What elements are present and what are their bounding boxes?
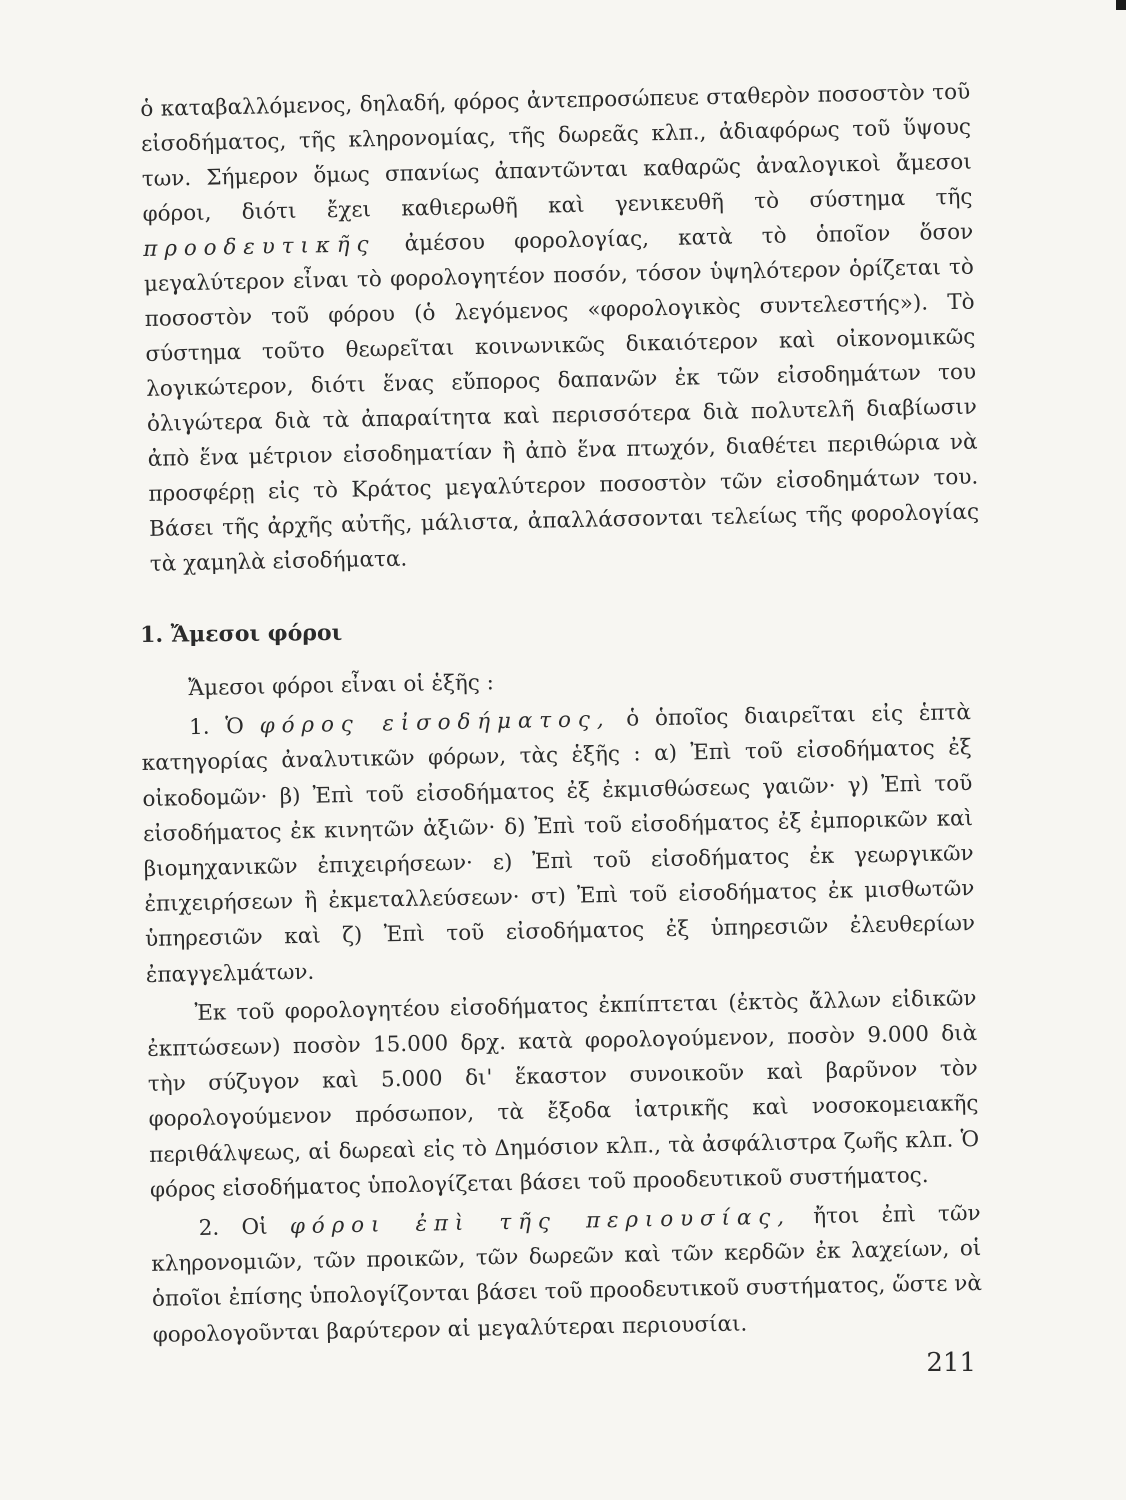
section-heading: 1. Ἄμεσοι φόροι xyxy=(140,619,343,648)
opening-paragraph-continuation: ἀμέσου φορολογίας, κατὰ τὸ ὁποῖον ὅσον μεγαλύτερον εἶναι τὸ φορολογητέον ποσόν, τόσον ὑψηλότερον ὁρίζεται τὸ ποσοστὸν τοῦ φόρου (ὁ λεγόμενος «φορολογικὸς συντελεστής»). Τὸ σύστημα τοῦτο θεωρεῖται κοινωνικῶς δικαιότερον καὶ οἰκονομικῶς λογικώτερον, διότι ἕνας εὔπορος δαπανῶν ἐκ τῶν εἰσοδημάτων του ὀλιγώτερα διὰ τὰ ἀπαραίτητα καὶ περισσότερα διὰ πολυτελῆ διαβίωσιν ἀπὸ ἕνα μέτριον εἰσοδηματίαν ἢ ἀπὸ ἕνα πτωχόν, διαθέτει περιθώρια νὰ προσφέρῃ εἰς τὸ Κράτος μεγαλύτερον ποσοστὸν τῶν εἰσοδημάτων του. Βάσει τῆς ἀρχῆς αὐτῆς, μάλιστα, ἀπαλλάσσονται τελείως τῆς φορολογίας τὰ χαμηλὰ εἰσοδήματα. xyxy=(143,219,980,577)
section-body xyxy=(140,656,983,1353)
item-1-text: ὁ ὁποῖος διαιρεῖται εἰς ἑπτὰ κατηγορίας ἀναλυτικῶν φόρων, τὰς ἑξῆς : α) Ἐπὶ τοῦ εἰσοδήματος ἐξ οἰκοδομῶν· β) Ἐπὶ τοῦ εἰσοδήματος ἐξ ἐκμισθώσεως γαιῶν· γ) Ἐπὶ τοῦ εἰσοδήματος ἐκ κινητῶν ἀξιῶν· δ) Ἐπὶ τοῦ εἰσοδήματος ἐξ ἐμπορικῶν καὶ βιομηχανικῶν ἐπιχειρήσεων· ε) Ἐπὶ τοῦ εἰσοδήματος ἐκ γεωργικῶν ἐπιχειρήσεων ἢ ἐκμεταλλεύσεων· στ) Ἐπὶ τοῦ εἰσοδήματος ἐκ μισθωτῶν ὑπηρεσιῶν καὶ ζ) Ἐπὶ τοῦ εἰσοδήματος ἐξ ὑπηρεσιῶν ἐλευθερίων ἐπαγγελμάτων. xyxy=(141,700,976,988)
page-number: 211 xyxy=(926,1348,976,1378)
property-tax-paragraph xyxy=(150,1196,983,1353)
scan-edge-mark xyxy=(1116,0,1126,10)
item-2-text: ἤτοι ἐπὶ τῶν κληρονομιῶν, τῶν προικῶν, τῶν δωρεῶν καὶ τῶν κερδῶν ἐκ λαχείων, οἱ ὁποῖοι ἐπίσης ὑπολογίζονται βάσει τοῦ προοδευτικοῦ συστήματος, ὥστε νὰ φορολογοῦνται βαρύτερον αἱ μεγαλύτεραι περιουσίαι. xyxy=(151,1201,983,1348)
emphasized-term-property-tax: φόροι ἐπὶ τῆς περιουσίας, xyxy=(289,1204,792,1240)
deductions-paragraph: Ἐκ τοῦ φορολογητέου εἰσοδήματος ἐκπίπτεται (ἐκτὸς ἄλλων εἰδικῶν ἐκπτώσεων) ποσὸν 15.000 δρχ. κατὰ φορολογούμενον, ποσὸν 9.000 διὰ τὴν σύζυγον καὶ 5.000 δι' ἕκαστον συνοικοῦν καὶ βαρῦνον τὸν φορολογούμενον πρόσωπον, τὰ ἔξοδα ἰατρικῆς καὶ νοσοκομειακῆς περιθάλψεως, αἱ δωρεαὶ εἰς τὸ Δημόσιον κλπ., τὰ ἀσφάλιστρα ζωῆς κλπ. Ὁ φόρος εἰσοδήματος ὑπολογίζεται βάσει τοῦ προοδευτικοῦ συστήματος. xyxy=(147,985,980,1203)
emphasized-term-progressive: προοδευτικῆς xyxy=(143,232,376,262)
opening-paragraph xyxy=(140,75,980,582)
item-2-prefix: 2. Οἱ xyxy=(198,1214,268,1242)
opening-paragraph-text: ὁ καταβαλλόμενος, δηλαδή, φόρος ἀντεπροσώπευε σταθερὸν ποσοστὸν τοῦ εἰσοδήματος, τῆς κληρονομίας, τῆς δωρεᾶς κλπ., ἀδιαφόρως τοῦ ὕψους των. Σήμερον ὅμως σπανίως ἀπαντῶνται καθαρῶς ἀναλογικοὶ ἄμεσοι φόροι, διότι ἔχει καθιερωθῆ καὶ γενικευθῆ τὸ σύστημα τῆς xyxy=(140,79,973,227)
income-tax-paragraph xyxy=(141,695,976,993)
item-1-prefix: 1. Ὁ xyxy=(188,714,245,741)
emphasized-term-income-tax: φόρος εἰσοδήματος, xyxy=(259,707,611,739)
section-intro: Ἄμεσοι φόροι εἶναι οἱ ἑξῆς : xyxy=(188,670,495,702)
